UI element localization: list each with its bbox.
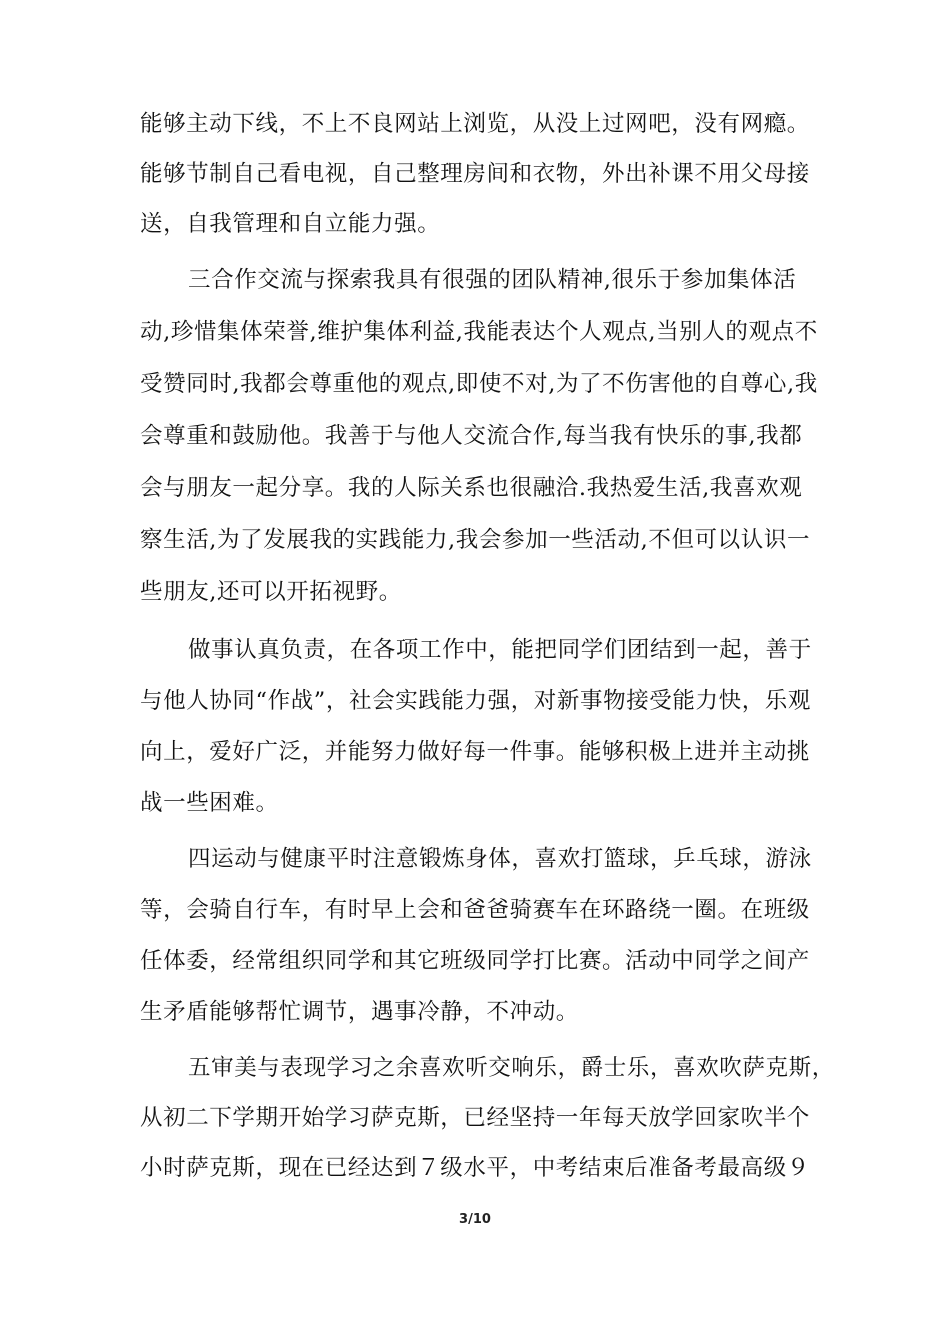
text-line: 向上，爱好广泛，并能努力做好每一件事。能够积极上进并主动挑 xyxy=(140,739,810,765)
text-line: 生矛盾能够帮忙调节，遇事冷静，不冲动。 xyxy=(140,999,579,1025)
text-line: 受赞同时,我都会尊重他的观点,即使不对,为了不伤害他的自尊心,我 xyxy=(140,371,818,397)
paragraph-first-line: 三合作交流与探索我具有很强的团队精神,很乐于参加集体活 xyxy=(188,267,797,293)
text-line: 送，自我管理和自立能力强。 xyxy=(140,211,441,237)
paragraph-first-line: 五审美与表现学习之余喜欢听交响乐，爵士乐，喜欢吹萨克斯， xyxy=(188,1055,835,1081)
paragraph-first-line: 做事认真负责，在各项工作中，能把同学们团结到一起，善于 xyxy=(188,637,812,663)
text-line: 任体委，经常组织同学和其它班级同学打比赛。活动中同学之间产 xyxy=(140,948,810,974)
text-line: 与他人协同“作战”，社会实践能力强，对新事物接受能力快，乐观 xyxy=(140,688,812,714)
page-number: 3/10 xyxy=(459,1212,491,1227)
text-line: 动,珍惜集体荣誉,维护集体利益,我能表达个人观点,当别人的观点不 xyxy=(140,319,818,345)
text-line: 能够节制自己看电视，自己整理房间和衣物，外出补课不用父母接 xyxy=(140,161,810,187)
text-line: 从初二下学期开始学习萨克斯，已经坚持一年每天放学回家吹半个 xyxy=(140,1105,810,1131)
text-line: 等，会骑自行车，有时早上会和爸爸骑赛车在环路绕一圈。在班级 xyxy=(140,897,810,923)
text-line: 会与朋友一起分享。我的人际关系也很融洽.我热爱生活,我喜欢观 xyxy=(140,475,803,501)
text-line: 战一些困难。 xyxy=(140,790,279,816)
paragraph-first-line: 四运动与健康平时注意锻炼身体，喜欢打篮球，乒乓球，游泳 xyxy=(188,846,812,872)
text-line: 察生活,为了发展我的实践能力,我会参加一些活动,不但可以认识一 xyxy=(140,527,811,553)
text-line: 会尊重和鼓励他。我善于与他人交流合作,每当我有快乐的事,我都 xyxy=(140,423,803,449)
text-line: 些朋友,还可以开拓视野。 xyxy=(140,579,402,605)
text-line: 小时萨克斯，现在已经达到７级水平，中考结束后准备考最高级９ xyxy=(140,1155,810,1181)
text-line: 能够主动下线，不上不良网站上浏览，从没上过网吧，没有网瘾。 xyxy=(140,111,810,137)
